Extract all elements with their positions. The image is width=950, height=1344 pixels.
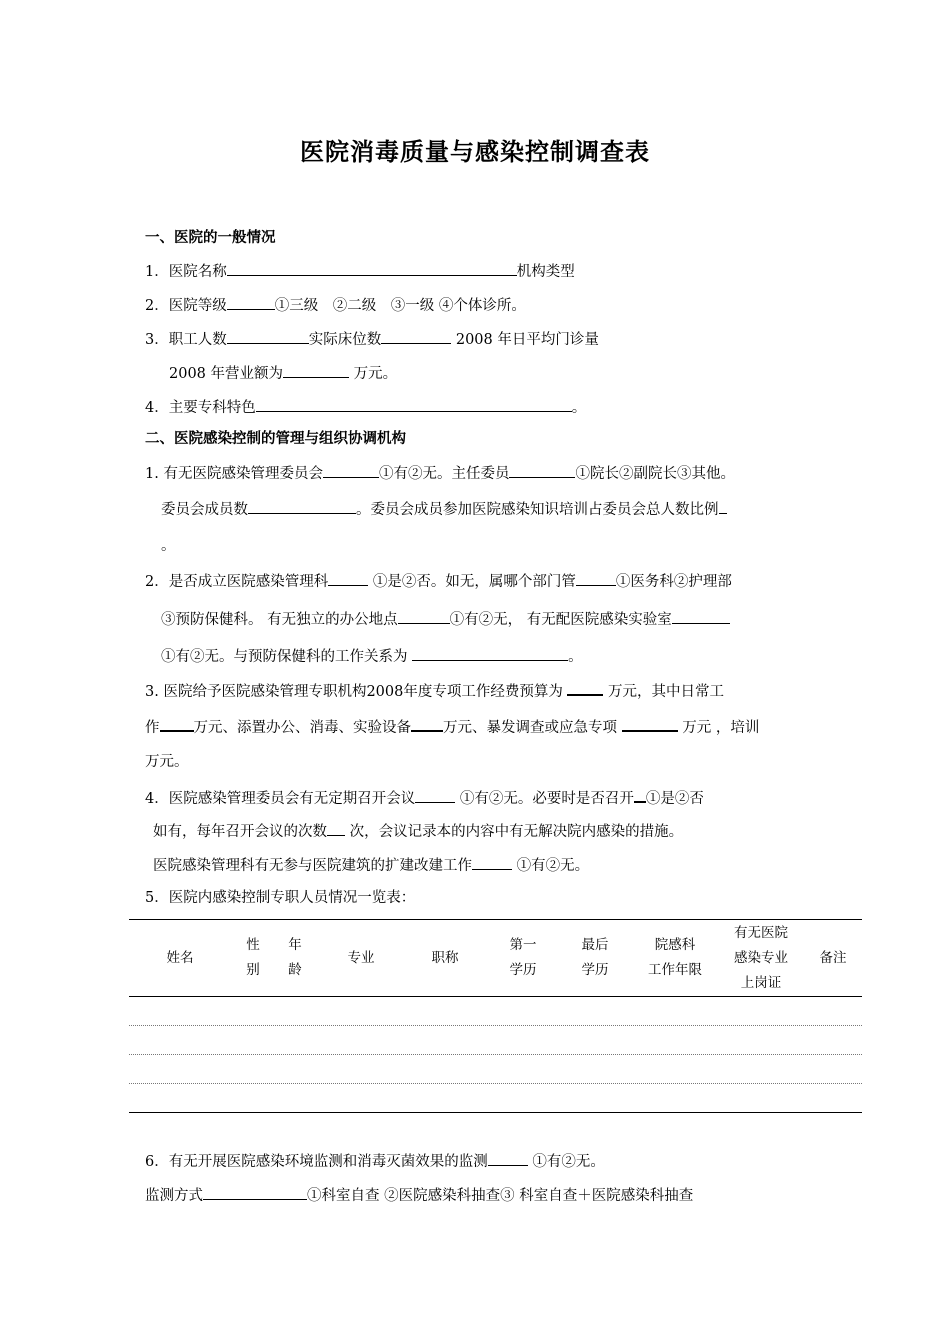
outbreak-blank[interactable] (622, 715, 678, 732)
th-name (153, 920, 207, 996)
specialty-line (145, 396, 586, 418)
th-sex (239, 920, 267, 996)
th-work-years (637, 920, 713, 996)
table-row[interactable] (129, 997, 862, 1026)
relation-label: ①有②无。与预防保健科的工作关系为 (161, 649, 413, 665)
chair-label: ①有②无。主任委员 (378, 466, 510, 482)
th-major (335, 920, 387, 996)
th-name-text: 姓名 (166, 949, 194, 966)
monitoring-mode-blank[interactable] (203, 1184, 307, 1200)
meeting-count-line (153, 820, 683, 842)
dept-owner-options: ①医务科②护理部 (615, 574, 732, 590)
construction-blank[interactable] (472, 854, 512, 870)
revenue-label: 2008 年营业额为 (169, 366, 284, 382)
budget-detail-line (145, 715, 759, 738)
revenue-unit: 万元。 (349, 366, 398, 382)
office-line (161, 608, 730, 630)
lab-label: ①有②无， 有无配医院感染实验室 (449, 612, 672, 628)
relation-line (161, 645, 583, 667)
office-label: ③预防保健科。 有无独立的办公地点 (161, 612, 398, 628)
institution-type-label: 机构类型 (516, 264, 575, 280)
equipment-label: 万元、添置办公、消毒、实验设备 (193, 720, 411, 736)
meeting-count-label: 如有，每年召开会议的次数 (153, 824, 327, 840)
outbreak-label: 万元、暴发调查或应急专项 (443, 720, 622, 736)
staff-count-line (145, 328, 599, 350)
staff-table-caption: 5．医院内感染控制专职人员情况一览表： (145, 890, 416, 906)
specialty-end: 。 (571, 400, 587, 416)
chair-options: ①院长②副院长③其他。 (575, 466, 735, 482)
table-row[interactable] (129, 1026, 862, 1055)
monitoring-blank[interactable] (488, 1150, 528, 1166)
th-last-degree (571, 920, 619, 996)
th-title (419, 920, 471, 996)
hospital-grade-line (145, 294, 526, 316)
bed-count-blank[interactable] (381, 328, 451, 344)
office-blank[interactable] (398, 608, 450, 624)
budget-daily-label: 万元，其中日常工 (603, 684, 725, 700)
relation-blank[interactable] (412, 645, 568, 661)
staff-table (129, 919, 862, 1113)
hospital-grade-label: 2．医院等级 (145, 298, 227, 314)
th-work-years-text: 院感科 工作年限 (648, 937, 702, 978)
meeting-line (145, 786, 704, 809)
monitoring-line (145, 1150, 605, 1172)
th-age (281, 920, 309, 996)
budget-line (145, 679, 724, 702)
meeting-need-options: ①是②否 (645, 791, 704, 807)
lab-blank[interactable] (672, 608, 730, 624)
committee-line (145, 462, 735, 484)
construction-line (153, 854, 589, 876)
chair-blank[interactable] (509, 462, 575, 478)
th-remark-text: 备注 (819, 949, 847, 966)
th-sex-text: 性 别 (246, 937, 260, 978)
staff-count-blank[interactable] (227, 328, 309, 344)
th-major-text: 专业 (347, 949, 375, 966)
equipment-blank[interactable] (411, 715, 443, 732)
dept-blank[interactable] (328, 570, 368, 586)
hospital-name-line (145, 260, 575, 282)
specialty-blank[interactable] (256, 396, 572, 412)
committee-members-line (161, 498, 727, 520)
section-heading-general: 一、医院的一般情况 (145, 230, 276, 246)
hospital-grade-blank[interactable] (227, 294, 275, 310)
relation-end: 。 (568, 649, 583, 665)
th-certificate (725, 920, 797, 996)
th-last-degree-text: 最后 学历 (581, 937, 609, 978)
members-label: 委员会成员数 (161, 502, 248, 518)
monitoring-label: 6．有无开展医院感染环境监测和消毒灭菌效果的监测 (145, 1154, 488, 1170)
meeting-blank[interactable] (415, 787, 455, 803)
training-ratio-blank[interactable] (719, 498, 727, 514)
dept-owner-label: ①是②否。如无，属哪个部门管 (368, 574, 576, 590)
staff-count-label: 3．职工人数 (145, 332, 227, 348)
training-unit: 万元。 (145, 754, 189, 770)
monitoring-mode-options: ①科室自查 ②医院感染科抽查③ 科室自查＋医院感染科抽查 (307, 1188, 694, 1204)
outpatient-label: 2008 年日平均门诊量 (451, 332, 599, 348)
dept-line (145, 570, 732, 592)
meeting-record-label: 次，会议记录本的内容中有无解决院内感染的措施。 (345, 824, 684, 840)
committee-end: 。 (161, 538, 176, 554)
monitoring-mode-line (145, 1184, 693, 1206)
meeting-need-label: ①有②无。必要时是否召开 (455, 791, 634, 807)
daily-blank[interactable] (160, 715, 194, 732)
hospital-grade-options: ①三级 ②二级 ③一级 ④个体诊所。 (274, 298, 526, 314)
training-label: 万元 ，培训 (677, 720, 760, 736)
table-row[interactable] (129, 1055, 862, 1084)
th-first-degree (499, 920, 547, 996)
committee-label: 1. 有无医院感染管理委员会 (145, 466, 323, 482)
dept-owner-blank[interactable] (576, 570, 616, 586)
th-age-text: 年 龄 (288, 937, 302, 978)
meeting-label: 4．医院感染管理委员会有无定期召开会议 (145, 791, 416, 807)
th-first-degree-text: 第一 学历 (509, 937, 537, 978)
bed-count-label: 实际床位数 (308, 332, 382, 348)
th-title-text: 职称 (431, 949, 459, 966)
page-title: 医院消毒质量与感染控制调查表 (300, 137, 650, 166)
hospital-name-blank[interactable] (227, 260, 517, 276)
staff-table-header (129, 920, 862, 997)
members-blank[interactable] (248, 498, 356, 514)
construction-options: ①有②无。 (512, 858, 590, 874)
committee-blank[interactable] (323, 462, 379, 478)
budget-label: 3. 医院给予医院感染管理专职机构2008年度专项工作经费预算为 (145, 684, 568, 700)
meeting-count-blank[interactable] (327, 820, 345, 836)
budget-blank[interactable] (567, 679, 603, 696)
monitoring-mode-label: 监测方式 (145, 1188, 203, 1204)
daily-label: 作 (145, 720, 160, 736)
training-ratio-label: 。委员会成员参加医院感染知识培训占委员会总人数比例 (356, 502, 719, 518)
specialty-label: 4．主要专科特色 (145, 400, 256, 416)
monitoring-options: ①有②无。 (527, 1154, 605, 1170)
th-remark (809, 920, 857, 996)
meeting-need-blank[interactable] (634, 786, 646, 803)
th-certificate-text: 有无医院 感染专业 上岗证 (734, 924, 788, 991)
revenue-line (169, 362, 397, 384)
dept-label: 2．是否成立医院感染管理科 (145, 574, 329, 590)
revenue-blank[interactable] (283, 362, 349, 378)
construction-label: 医院感染管理科有无参与医院建筑的扩建改建工作 (153, 858, 472, 874)
hospital-name-label: 1．医院名称 (145, 264, 227, 280)
section-heading-management: 二、医院感染控制的管理与组织协调机构 (145, 431, 406, 447)
